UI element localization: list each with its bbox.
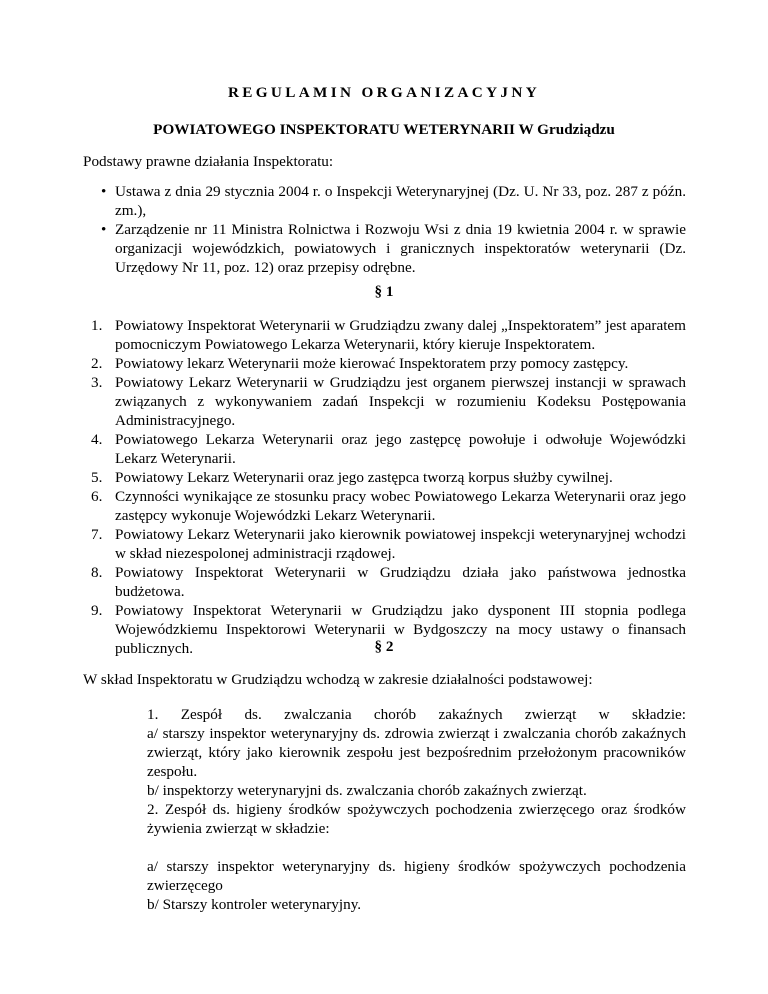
item-number: 1.	[91, 317, 103, 334]
item-text: Powiatowy Lekarz Weterynarii jako kierownik powiatowej inspekcji weterynaryjnej wchodzi w skład niezespolonej administracji rządowej.	[115, 526, 686, 562]
legal-basis-text: Ustawa z dnia 29 stycznia 2004 r. o Inspekcji Weterynaryjnej (Dz. U. Nr 33, poz. 287 z późn. zm.),	[115, 183, 686, 219]
item-number: 9.	[91, 602, 103, 619]
item-number: 2.	[91, 355, 103, 372]
section-1-item	[91, 354, 686, 373]
item-number: 6.	[91, 488, 103, 505]
item-text: Powiatowy Inspektorat Weterynarii w Grudziądzu jako dysponent III stopnia podlega Wojewódzkiemu Inspektorowi Weterynarii w Bydgoszczy na mocy ustawy o finansach publicznych.	[115, 602, 686, 657]
item-number: 7.	[91, 526, 103, 543]
team-2-member-b: b/ Starszy kontroler weterynaryjny.	[147, 896, 362, 913]
team-1-member-b: b/ inspektorzy weterynaryjni ds. zwalczania chorób zakaźnych zwierząt.	[147, 782, 587, 799]
legal-basis-item	[101, 220, 686, 277]
item-number: 3.	[91, 374, 103, 391]
section-1-mark: § 1	[374, 283, 394, 300]
section-1-item	[91, 525, 686, 563]
section-2-body	[147, 705, 686, 914]
item-number: 5.	[91, 469, 103, 486]
item-text: Powiatowy Lekarz Weterynarii oraz jego zastępca tworzą korpus służby cywilnej.	[115, 469, 613, 486]
bullet-icon: •	[101, 183, 107, 200]
item-text: Powiatowy lekarz Weterynarii może kierować Inspektoratem przy pomocy zastępcy.	[115, 355, 629, 372]
spacer	[147, 838, 686, 857]
legal-basis-heading: Podstawy prawne działania Inspektoratu:	[83, 153, 334, 170]
section-1-item	[91, 316, 686, 354]
team-2-title: 2. Zespół ds. higieny środków spożywczych pochodzenia zwierzęcego oraz środków żywienia zwierząt w składzie:	[147, 801, 686, 837]
item-text: Powiatowy Inspektorat Weterynarii w Grudziądzu działa jako państwowa jednostka budżetowa.	[115, 564, 686, 600]
section-1-item	[91, 430, 686, 468]
team-2-member-a: a/ starszy inspektor weterynaryjny ds. higieny środków spożywczych pochodzenia zwierzęcego	[147, 858, 686, 894]
team-1-member-a: a/ starszy inspektor weterynaryjny ds. zdrowia zwierząt i zwalczania chorób zakaźnych zwierząt, który jako kierownik zespołu jest bezpośrednim przełożonym pracowników zespołu.	[147, 725, 686, 780]
item-text: Powiatowy Lekarz Weterynarii w Grudziądzu jest organem pierwszej instancji w sprawach związanych z wykonywaniem zadań Inspekcji w rozumieniu Kodeksu Postępowania Administracyjnego.	[115, 374, 686, 429]
document-title: REGULAMIN ORGANIZACYJNY	[227, 84, 541, 101]
item-text: Czynności wynikające ze stosunku pracy wobec Powiatowego Lekarza Weterynarii oraz jego zastępcy wykonuje Wojewódzki Lekarz Weterynarii.	[115, 488, 686, 524]
legal-basis-text: Zarządzenie nr 11 Ministra Rolnictwa i Rozwoju Wsi z dnia 19 kwietnia 2004 r. w sprawie organizacji wojewódzkich, powiatowych i granicznych inspektoratów weterynarii (Dz. Urzędowy Nr 11, poz. 12) oraz przepisy odrębne.	[115, 221, 686, 276]
document-subtitle: POWIATOWEGO INSPEKTORATU WETERYNARII W Grudziądzu	[153, 121, 615, 138]
bullet-icon: •	[101, 221, 107, 238]
item-text: Powiatowego Lekarza Weterynarii oraz jego zastępcę powołuje i odwołuje Wojewódzki Lekarz Weterynarii.	[115, 431, 686, 467]
item-number: 8.	[91, 564, 103, 581]
section-1-list	[91, 316, 686, 658]
item-number: 4.	[91, 431, 103, 448]
item-text: Powiatowy Inspektorat Weterynarii w Grudziądzu zwany dalej „Inspektoratem” jest aparatem pomocniczym Powiatowego Lekarza Weterynarii, który kieruje Inspektoratem.	[115, 317, 686, 353]
section-1-item	[91, 563, 686, 601]
section-1-item	[91, 468, 686, 487]
section-2-intro: W skład Inspektoratu w Grudziądzu wchodzą w zakresie działalności podstawowej:	[83, 671, 593, 688]
section-1-item	[91, 487, 686, 525]
section-1-item	[91, 373, 686, 430]
legal-basis-list	[101, 182, 686, 277]
legal-basis-item	[101, 182, 686, 220]
team-1-title: 1. Zespół ds. zwalczania chorób zakaźnych zwierząt w składzie:	[147, 706, 686, 723]
section-2-mark: § 2	[374, 638, 394, 655]
